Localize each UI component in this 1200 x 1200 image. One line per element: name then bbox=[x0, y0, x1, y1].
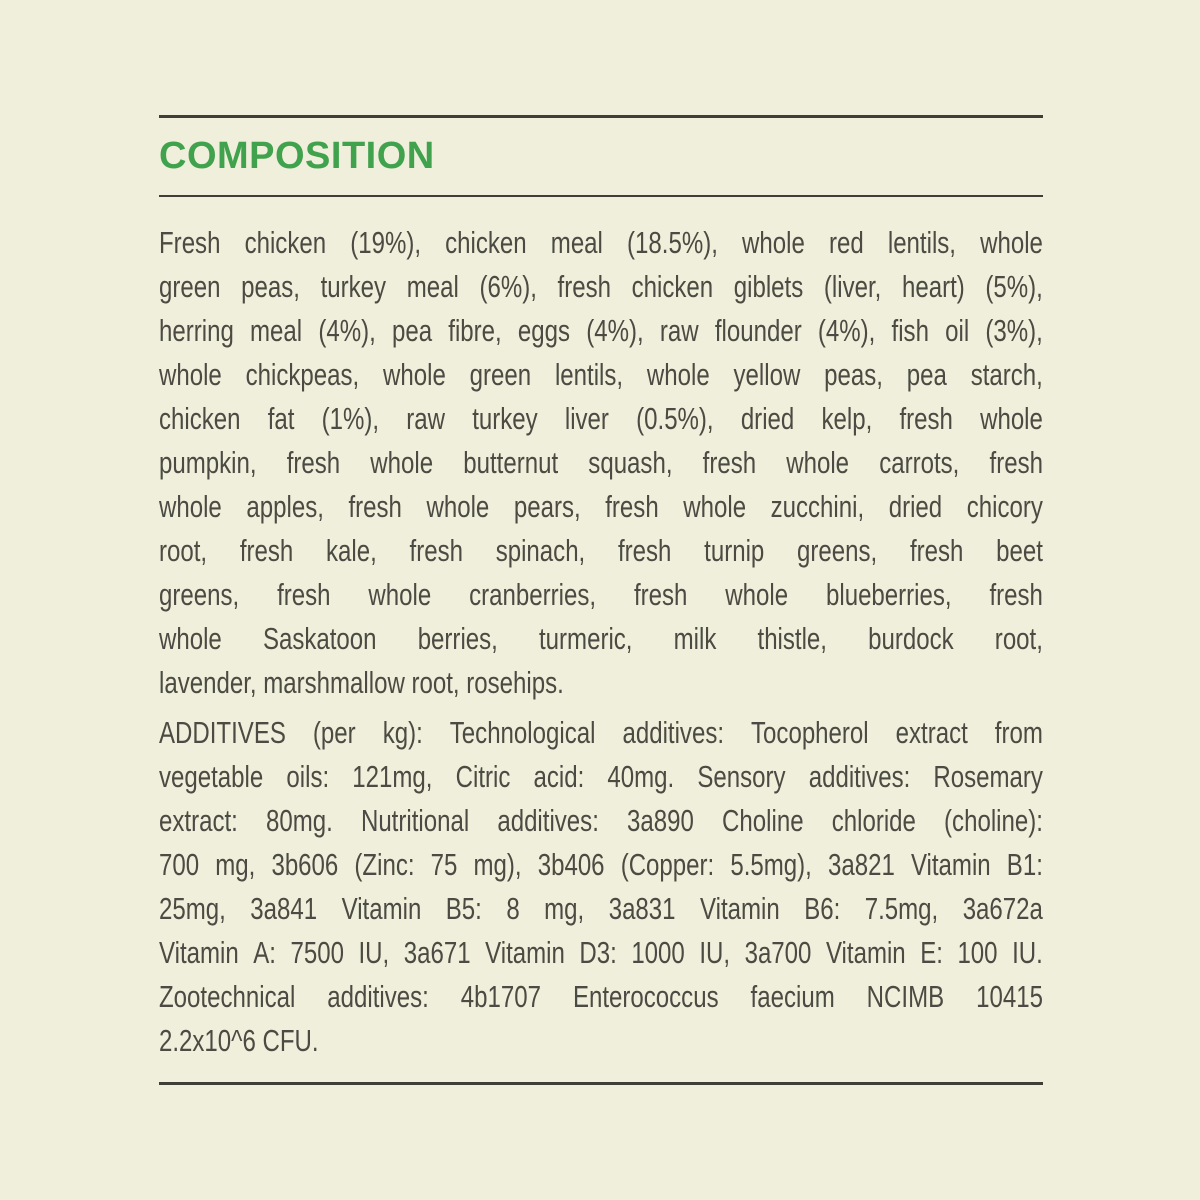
text-line: Fresh chicken (19%), chicken meal (18.5%), whole red lentils, whole bbox=[159, 225, 1043, 260]
text-line: whole chickpeas, whole green lentils, whole yellow peas, pea starch, bbox=[159, 357, 1043, 392]
text-line: lavender, marshmallow root, rosehips. bbox=[159, 665, 564, 700]
text-line: 2.2x10^6 CFU. bbox=[159, 1023, 319, 1058]
composition-section bbox=[159, 0, 1043, 1085]
text-line: green peas, turkey meal (6%), fresh chicken giblets (liver, heart) (5%), bbox=[159, 269, 1043, 304]
text-line: whole apples, fresh whole pears, fresh whole zucchini, dried chicory bbox=[159, 489, 1043, 524]
bottom-divider-rule bbox=[159, 1082, 1043, 1085]
text-line: root, fresh kale, fresh spinach, fresh turnip greens, fresh beet bbox=[159, 533, 1043, 568]
text-line: 25mg, 3a841 Vitamin B5: 8 mg, 3a831 Vitamin B6: 7.5mg, 3a672a bbox=[159, 891, 1043, 926]
text-line: extract: 80mg. Nutritional additives: 3a890 Choline chloride (choline): bbox=[159, 803, 1043, 838]
text-line: chicken fat (1%), raw turkey liver (0.5%), dried kelp, fresh whole bbox=[159, 401, 1043, 436]
section-title: COMPOSITION bbox=[159, 135, 435, 177]
text-line: pumpkin, fresh whole butternut squash, fresh whole carrots, fresh bbox=[159, 445, 1043, 480]
text-line: 700 mg, 3b606 (Zinc: 75 mg), 3b406 (Copper: 5.5mg), 3a821 Vitamin B1: bbox=[159, 847, 1043, 882]
text-line: herring meal (4%), pea fibre, eggs (4%), raw flounder (4%), fish oil (3%), bbox=[159, 313, 1043, 348]
additives-paragraph bbox=[159, 711, 1043, 1063]
text-line: Vitamin A: 7500 IU, 3a671 Vitamin D3: 1000 IU, 3a700 Vitamin E: 100 IU. bbox=[159, 935, 1043, 970]
title-divider-rule bbox=[159, 195, 1043, 197]
text-line: Zootechnical additives: 4b1707 Enterococcus faecium NCIMB 10415 bbox=[159, 979, 1043, 1014]
text-line: whole Saskatoon berries, turmeric, milk thistle, burdock root, bbox=[159, 621, 1043, 656]
text-line: vegetable oils: 121mg, Citric acid: 40mg. Sensory additives: Rosemary bbox=[159, 759, 1043, 794]
top-divider-rule bbox=[159, 115, 1043, 118]
text-line: greens, fresh whole cranberries, fresh whole blueberries, fresh bbox=[159, 577, 1043, 612]
text-line: ADDITIVES (per kg): Technological additives: Tocopherol extract from bbox=[159, 715, 1043, 750]
composition-paragraph bbox=[159, 221, 1043, 705]
